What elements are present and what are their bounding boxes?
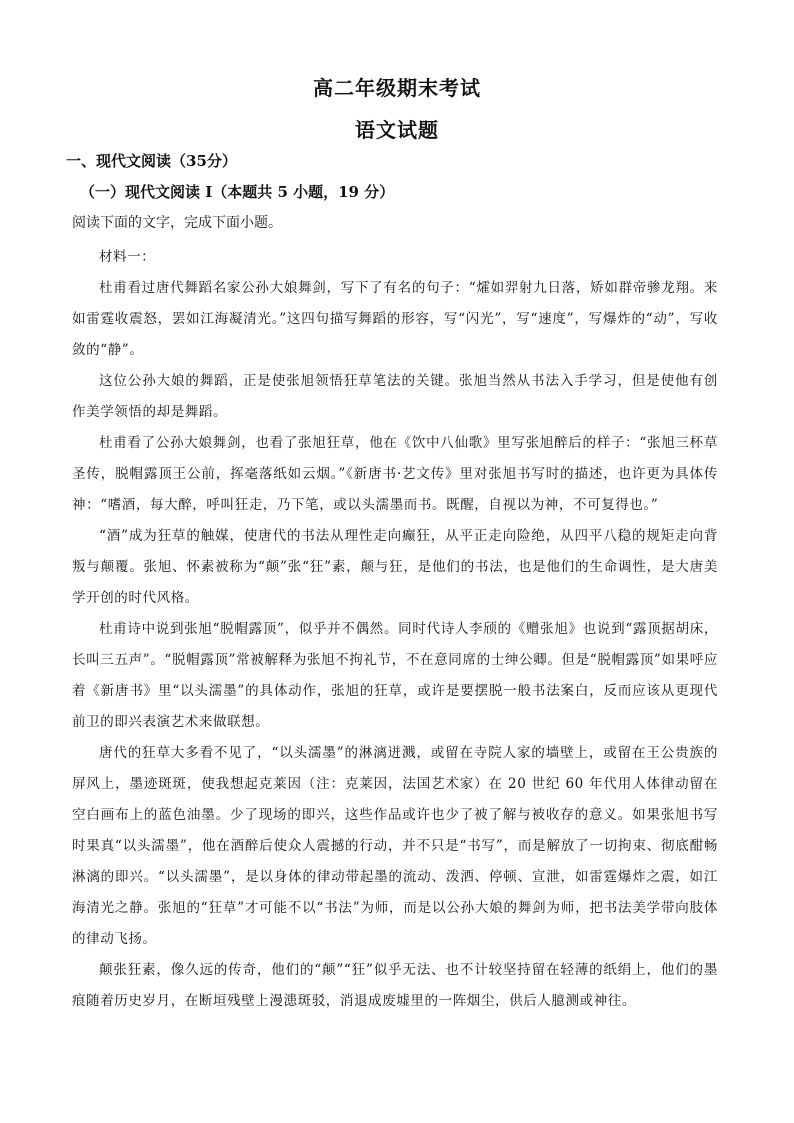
paragraph: 杜甫看过唐代舞蹈名家公孙大娘舞剑，写下了有名的句子：“㸌如羿射九日落，矫如群帝骖龙翔。来如雷霆收震怒，罢如江海凝清光。”这四句描写舞蹈的形容，写“闪光”，写“速度”，写爆炸的“动”，写收敛的“静”。	[72, 280, 718, 358]
paragraph: “酒”成为狂草的触媒，使唐代的书法从理性走向癫狂，从平正走向险绝，从四平八稳的规矩走向背叛与颠覆。张旭、怀素被称为“颠”张“狂”素，颠与狂，是他们的书法，也是他们的生命调性，是大唐美学开创的时代风格。	[72, 528, 718, 606]
instruction-text: 阅读下面的文字，完成下面小题。	[72, 215, 282, 231]
material-label: 材料一：	[99, 249, 156, 265]
reading-passage	[72, 242, 718, 1017]
exam-subtitle: 语文试题	[355, 118, 439, 142]
paragraph: 这位公孙大娘的舞蹈，正是使张旭领悟狂草笔法的关键。张旭当然从书法入手学习，但是使他有创作美学领悟的却是舞蹈。	[72, 373, 718, 420]
paragraph: 杜甫看了公孙大娘舞剑，也看了张旭狂草，他在《饮中八仙歌》里写张旭醉后的样子：“张旭三杯草圣传，脱帽露顶王公前，挥毫落纸如云烟。”《新唐书·艺文传》里对张旭书写时的描述，也许更为具体传神：“嗜酒，每大醉，呼叫狂走，乃下笔，或以头濡墨而书。既醒，自视以为神，不可复得也。”	[72, 435, 718, 513]
section-heading-1: 一、现代文阅读（35分）	[66, 152, 237, 170]
paragraph: 杜甫诗中说到张旭“脱帽露顶”，似乎并不偶然。同时代诗人李颀的《赠张旭》也说到“露顶据胡床，长叫三五声”。“脱帽露顶”常被解释为张旭不拘礼节，不在意同席的士绅公卿。但是“脱帽露顶”如果呼应着《新唐书》里“以头濡墨”的具体动作，张旭的狂草，或许是要摆脱一般书法案白，反而应该从更现代前卫的即兴表演艺术来做联想。	[72, 621, 718, 730]
section-heading-2: （一）现代文阅读 I（本题共 5 小题，19 分）	[80, 183, 395, 201]
exam-title: 高二年级期末考试	[313, 76, 481, 100]
paragraph: 唐代的狂草大多看不见了，“以头濡墨”的淋漓迸溅，或留在寺院人家的墙壁上，或留在王公贵族的屏风上，墨迹斑斑，使我想起克莱因（注：克莱因，法国艺术家）在 20 世纪 60 年代用人体律动留在空白画布上的蓝色油墨。少了现场的即兴，这些作品或许也少了被了解与被收存的意义。如果张旭书写时果真“以头濡墨”，他在酒醉后使众人震撼的行动，并不只是“书写”，而是解放了一切拘束、彻底酣畅淋漓的即兴。“以头濡墨”，是以身体的律动带起墨的流动、泼洒、停顿、宣泄，如雷霆爆炸之震，如江海清光之静。张旭的“狂草”才可能不以“书法”为师，而是以公孙大娘的舞剑为师，把书法美学带向肢体的律动飞扬。	[72, 745, 718, 947]
paragraph: 颠张狂素，像久远的传奇，他们的“颠”“狂”似乎无法、也不计较坚持留在轻薄的纸绢上，他们的墨痕随着历史岁月，在断垣残壁上漫漶斑驳，消退成废墟里的一阵烟尘，供后人臆测或神往。	[72, 962, 718, 1009]
